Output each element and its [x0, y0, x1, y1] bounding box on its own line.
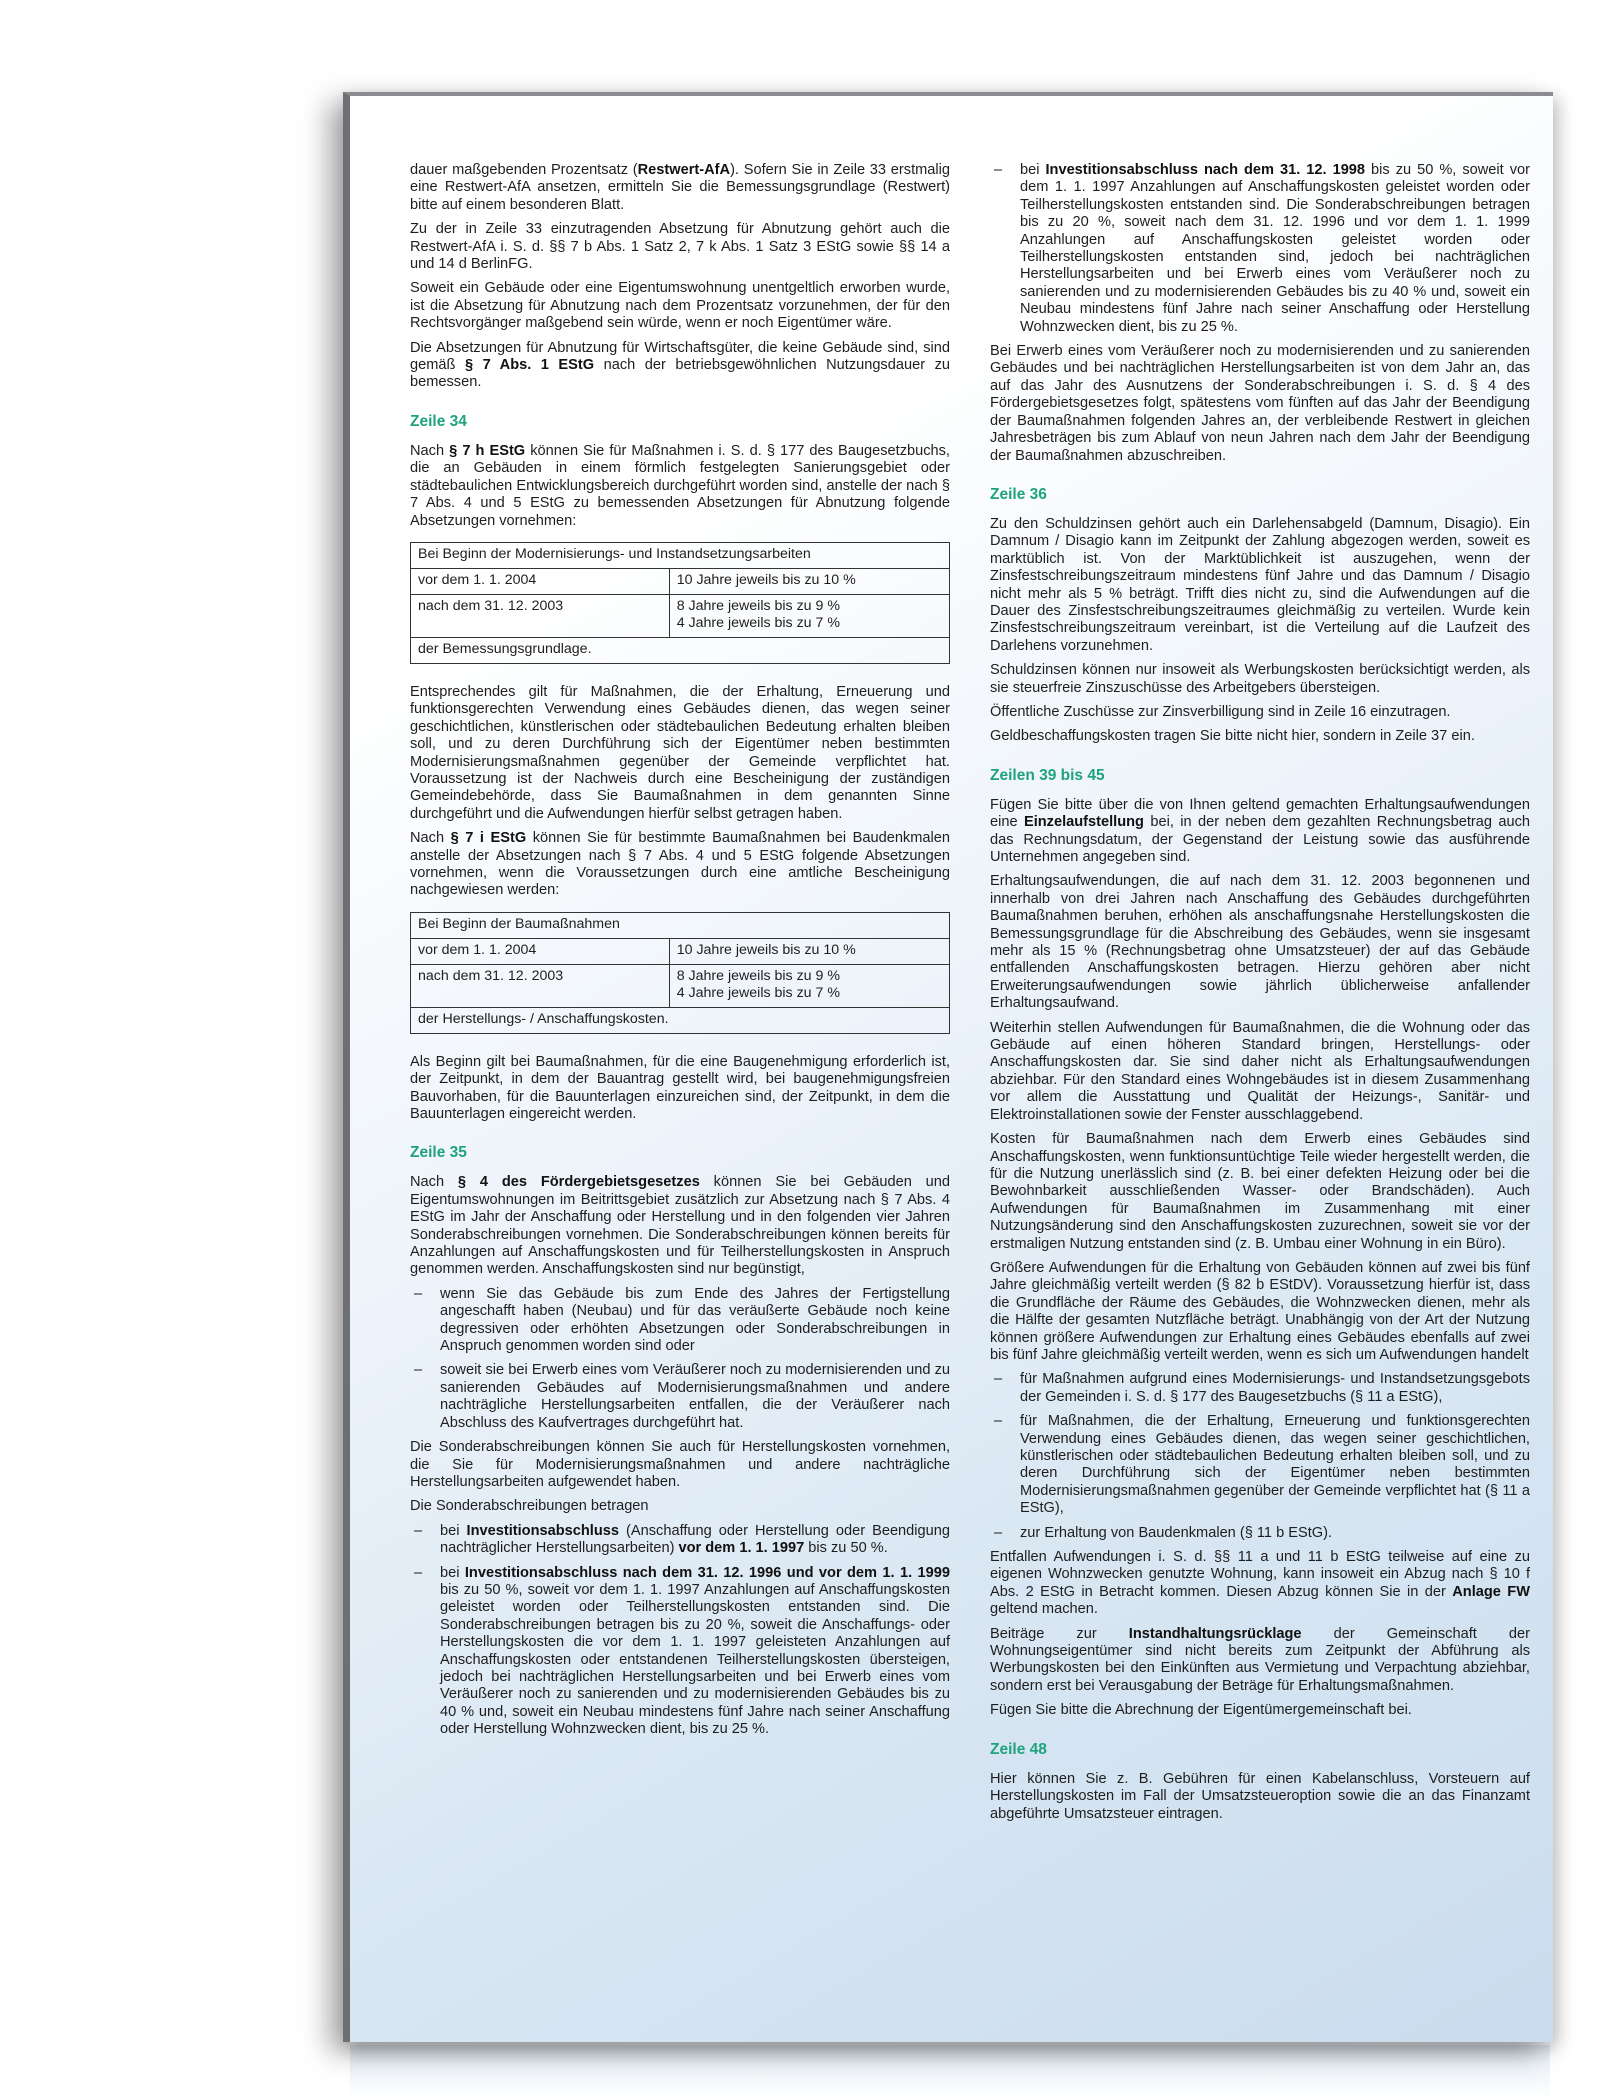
text-run: Fügen Sie bitte die Abrechnung der Eigentümergemeinschaft bei.: [990, 1702, 1412, 1719]
depreciation-table: [410, 912, 950, 1034]
table-header: Bei Beginn der Baumaßnahmen: [411, 912, 950, 938]
bold-text: vor dem 1. 1. 1997: [678, 1540, 805, 1557]
dash-bullet-icon: –: [994, 1524, 1003, 1541]
bold-text: Restwert-AfA: [637, 162, 731, 178]
text-run: können Sie für Maßnahmen i. S. d. § 177 des Baugesetzbuchs, die an Gebäuden in einem förmlich festgelegten Sanierungsgebiet oder städtebaulichen Entwicklungsbereich durchgeführt worden sind, anstelle der nach § 7 Abs. 4 und 5 EStG zu bemessenden Absetzungen für Abnutzung folgende Absetzungen vornehmen:: [410, 442, 950, 529]
paragraph: [410, 1054, 950, 1124]
text-run: Zu den Schuldzinsen gehört auch ein Darlehensabgeld (Damnum, Disagio). Ein Damnum / Disagio kann im Zeitpunkt der Zahlung abgezogen werden, soweit es marktüblich ist. Von der Marktüblichkeit ist auszugehen, wenn der Zinsfestschreibungszeitraum mindestens fünf Jahre und das Damnum / Disagio nicht mehr als 5 % beträgt. Trifft dies nicht zu, sind die Aufwendungen auf die Dauer des Zinsfestschreibungszeitraumes gleichmäßig zu verteilen. Wurde kein Zinsfestschreibungszeitraum vereinbart, ist die Verteilung auf die Laufzeit des Darlehens vorzunehmen.: [990, 515, 1530, 654]
text-run: Schuldzinsen können nur insoweit als Werbungskosten berücksichtigt werden, als sie steuerfreie Zinszuschüsse des Arbeitgebers übersteigen.: [990, 662, 1530, 696]
table-cell-rates: [669, 938, 949, 964]
dash-bullet-icon: –: [414, 1285, 423, 1302]
paragraph: [410, 280, 950, 332]
bold-text: Anlage FW: [1452, 1583, 1530, 1600]
paragraph: [990, 662, 1530, 697]
dash-bullet-icon: –: [414, 1522, 423, 1539]
text-run: Als Beginn gilt bei Baumaßnahmen, für die eine Baugenehmigung erforderlich ist, der Zeitpunkt, in dem der Bauantrag gestellt wird, bei baugenehmigungsfreien Bauvorhaben, für die Bauunterlagen einzureichen sind, der Zeitpunkt, in dem die Bauunterlagen eingereicht werden.: [410, 1053, 950, 1122]
text-run: Geldbeschaffungskosten tragen Sie bitte nicht hier, sondern in Zeile 37 ein.: [990, 728, 1475, 745]
table-header: Bei Beginn der Modernisierungs- und Instandsetzungsarbeiten: [411, 542, 950, 568]
depreciation-table: [410, 542, 950, 664]
rate-line: 10 Jahre jeweils bis zu 10 %: [676, 571, 856, 588]
text-run: (Anschaffung oder Herstellung oder Beendigung nachträglicher Herstellungsarbeiten): [440, 1522, 951, 1557]
paragraph: [410, 684, 950, 823]
text-run: für Maßnahmen aufgrund eines Modernisierungs- und Instandsetzungsgebots der Gemeinden i. S. d. § 177 des Baugesetzbuchs (§ 11 a EStG),: [1020, 1371, 1530, 1405]
list-item: [410, 1565, 950, 1739]
paragraph: [410, 443, 950, 530]
table-header-row: [411, 542, 950, 568]
dash-bullet-icon: –: [994, 1413, 1003, 1430]
right-column: [990, 162, 1530, 1830]
dash-list: [990, 1371, 1530, 1542]
table-cell-date: nach dem 31. 12. 2003: [411, 594, 670, 637]
dash-bullet-icon: –: [414, 1362, 423, 1379]
paragraph: [990, 704, 1530, 721]
document-page: [343, 92, 1553, 2042]
list-item: [990, 1525, 1530, 1542]
text-run: Nach: [410, 830, 451, 847]
text-run: können Sie bei Gebäuden und Eigentumswohnungen im Beitrittsgebiet zusätzlich zur Absetzung nach § 7 Abs. 4 EStG im Jahr der Anschaffung oder Herstellung und in den folgenden vier Jahren Sonderabschreibungen vornehmen. Die Sonderabschreibungen können bereits für Anzahlungen auf Anschaffungskosten und für Teilherstellungskosten in Anspruch genommen werden. Anschaffungskosten sind nur begünstigt,: [410, 1174, 951, 1278]
bold-text: § 7 i EStG: [450, 830, 527, 847]
dash-bullet-icon: –: [994, 162, 1003, 178]
section-heading: Zeile 34: [410, 412, 467, 430]
text-run: Kosten für Baumaßnahmen nach dem Erwerb eines Gebäudes sind Anschaffungskosten, wenn funktionsuntüchtige Teile wieder hergestellt werden, die für die Nutzung unerlässlich sind (z. B. bei einer defekten Heizung oder bei die Bewohnbarkeit ausschließenden Wasser- oder Brandschäden). Auch Aufwendungen für Baumaßnahmen im Zusammenhang mit einer Nutzungsänderung sind den Anschaffungskosten zuzurechnen, soweit sie vor der erstmaligen Nutzung entstanden sind (z. B. Umbau einer Wohnung in ein Büro).: [990, 1131, 1530, 1252]
paragraph: [410, 1174, 950, 1278]
paragraph: [990, 797, 1530, 867]
text-run: bis zu 50 %, soweit vor dem 1. 1. 1997 Anzahlungen auf Anschaffungskosten geleistet worden oder Teilherstellungskosten entstanden sind. Die Sonderabschreibungen betragen bis zu 20 %, soweit nach dem 31. 12. 1996 und vor dem 1. 1. 1999 Anzahlungen auf Anschaffungskosten geleistet worden oder Teilherstellungskosten entstanden sind, jedoch bei nachträglichen Herstellungsarbeiten und bei Erwerb eines vom Veräußerer noch zu sanierenden und zu modernisierenden Gebäudes bis zu 40 % und, soweit ein Neubau mindestens fünf Jahre nach seiner Anschaffung oder Herstellung Wohnzwecken dient, bis zu 25 %.: [1020, 162, 1530, 335]
text-run: Nach: [410, 442, 450, 459]
dash-list: [410, 1523, 950, 1739]
bold-text: Investitionsabschluss nach dem 31. 12. 1996 und vor dem 1. 1. 1999: [464, 1564, 951, 1581]
text-run: bei: [440, 1522, 467, 1539]
text-run: ). Sofern Sie in Zeile 33 erstmalig eine Restwert-AfA ansetzen, ermitteln Sie die Bemessungsgrundlage (Restwert) bitte auf einem besonderen Blatt.: [410, 162, 950, 213]
table-row: [411, 964, 950, 1007]
bold-text: Einzelaufstellung: [1023, 814, 1144, 831]
paragraph: [410, 1498, 950, 1515]
table-cell-rates: [669, 568, 949, 594]
paragraph: [410, 830, 950, 900]
text-run: Öffentliche Zuschüsse zur Zinsverbilligung sind in Zeile 16 einzutragen.: [990, 703, 1451, 720]
list-item: [410, 1362, 950, 1432]
table-cell-date: vor dem 1. 1. 2004: [411, 938, 670, 964]
section-heading: Zeile 35: [410, 1144, 467, 1162]
paragraph: [990, 1260, 1530, 1364]
page-reflection: [350, 2045, 1550, 2100]
paragraph: [410, 162, 950, 214]
text-run: Fügen Sie bitte über die von Ihnen geltend gemachten Erhaltungsaufwendungen eine: [990, 796, 1530, 831]
paragraph: [990, 1702, 1530, 1719]
rate-line: 8 Jahre jeweils bis zu 9 %: [676, 967, 840, 984]
table-cell-date: nach dem 31. 12. 2003: [411, 964, 670, 1007]
table-cell-rates: [669, 964, 949, 1007]
dash-bullet-icon: –: [994, 1371, 1003, 1388]
table-row: [411, 594, 950, 637]
text-run: Größere Aufwendungen für die Erhaltung von Gebäuden können auf zwei bis fünf Jahre gleichmäßig verteilt werden (§ 82 b EStDV). Voraussetzung hierfür ist, dass die Grundfläche der Räume des Gebäudes, die Wohnzwecken dienen, mehr als die Hälfte der gesamten Nutzfläche beträgt. Unabhängig von der Art der Nutzung können größere Aufwendungen zur Erhaltung eines Gebäudes ebenfalls auf zwei bis fünf Jahre gleichmäßig verteilt werden, wenn es sich um Aufwendungen handelt: [990, 1259, 1530, 1363]
text-run: Hier können Sie z. B. Gebühren für einen Kabelanschluss, Vorsteuern auf Herstellungskosten im Fall der Umsatzsteueroption sowie die an das Finanzamt abgeführte Umsatzsteuer eintragen.: [990, 1770, 1530, 1822]
text-run: Entfallen Aufwendungen i. S. d. §§ 11 a und 11 b EStG teilweise auf eine zu eigenen Wohnzwecken genutzte Wohnung, kann insoweit ein Abzug nach § 10 f Abs. 2 EStG in Betracht kommen. Diesen Abzug können Sie in der: [990, 1549, 1530, 1600]
rate-line: 4 Jahre jeweils bis zu 7 %: [676, 614, 840, 631]
paragraph: [410, 221, 950, 273]
dash-list: [990, 162, 1530, 336]
table-row: [411, 568, 950, 594]
text-run: können Sie für bestimmte Baumaßnahmen bei Baudenkmalen anstelle der Absetzungen nach § 7 Abs. 4 und 5 EStG folgende Absetzungen vornehmen, wenn die Voraussetzungen durch eine amtliche Bescheinigung nachgewiesen werden:: [410, 830, 950, 899]
paragraph: [990, 1771, 1530, 1823]
table-row: [411, 938, 950, 964]
bold-text: § 7 Abs. 1 EStG: [464, 357, 595, 374]
section-heading: Zeile 36: [990, 485, 1047, 503]
rate-line: 10 Jahre jeweils bis zu 10 %: [676, 941, 856, 958]
text-run: Die Sonderabschreibungen können Sie auch für Herstellungskosten vornehmen, die Sie für Modernisierungsmaßnahmen und andere nachträgliche Herstellungsarbeiten aufgewendet haben.: [410, 1439, 950, 1490]
bold-text: Investitionsabschluss nach dem 31. 12. 1998: [1045, 162, 1366, 178]
section-heading: Zeilen 39 bis 45: [990, 766, 1105, 784]
text-run: Zu der in Zeile 33 einzutragenden Absetzung für Abnutzung gehört auch die Restwert-AfA i. S. d. §§ 7 b Abs. 1 Satz 2, 7 k Abs. 1 Satz 3 EStG sowie §§ 14 a und 14 d BerlinFG.: [410, 221, 950, 273]
text-run: Erhaltungsaufwendungen, die auf nach dem 31. 12. 2003 begonnenen und innerhalb von drei Jahren nach Anschaffung des Gebäudes durchgeführten Baumaßnahmen beruhen, erhöhen als anschaffungsnahe Herstellungskosten die Bemessungsgrundlage für die Abschreibung des Gebäudes, wenn sie insgesamt mehr als 15 % (Rechnungsbetrag ohne Umsatzsteuer) der auf das Gebäude entfallenden Anschaffungskosten betragen. Hierzu gehören aber nicht Erweiterungsaufwendungen sowie jährlich üblicherweise anfallender Erhaltungsaufwand.: [990, 873, 1530, 1012]
text-run: zur Erhaltung von Baudenkmalen (§ 11 b EStG).: [1020, 1524, 1333, 1541]
section-heading: Zeile 48: [990, 1740, 1047, 1758]
bold-text: Investitionsabschluss: [466, 1522, 619, 1539]
text-run: Weiterhin stellen Aufwendungen für Baumaßnahmen, die die Wohnung oder das Gebäude auf einen höheren Standard bringen, Herstellungs- oder Anschaffungskosten dar. Sie sind daher nicht als Erhaltungsaufwendungen abziehbar. Für den Standard eines Wohngebäudes ist in diesem Zusammenhang vor allem die Ausstattung und Qualität der Heizungs-, Sanitär- und Elektroinstallationen sowie der Fenster ausschlaggebend.: [990, 1019, 1530, 1123]
bold-text: § 4 des Fördergebietsgesetzes: [457, 1174, 700, 1191]
text-run: der Gemeinschaft der Wohnungseigentümer sind nicht bereits zum Zeitpunkt der Abführung als Werbungskosten bei den Einkünften aus Vermietung und Verpachtung abziehbar, sondern erst bei Verausgabung der Beträge für Erhaltungsmaßnahmen.: [990, 1625, 1530, 1694]
rate-line: 4 Jahre jeweils bis zu 7 %: [676, 984, 840, 1001]
paragraph: [990, 1020, 1530, 1124]
text-run: bei: [440, 1564, 465, 1581]
text-run: wenn Sie das Gebäude bis zum Ende des Jahres der Fertigstellung angeschafft haben (Neubau) und für das veräußerte Gebäude noch keine degressiven oder erhöhten Absetzungen oder Sonderabschreibungen in Anspruch genommen worden sind oder: [440, 1285, 950, 1355]
text-run: Soweit ein Gebäude oder eine Eigentumswohnung unentgeltlich erworben wurde, ist die Absetzung für Abnutzung nach dem Prozentsatz vorzunehmen, der für den Rechtsvorgänger maßgebend sein würde, wenn er noch Eigentümer wäre.: [410, 280, 950, 332]
list-item: [990, 162, 1530, 336]
list-item: [410, 1286, 950, 1356]
text-run: bei, in der neben dem gezahlten Rechnungsbetrag auch das Rechnungsdatum, der Gegenstand der Leistung sowie das ausführende Unternehmen angegeben sind.: [990, 814, 1530, 865]
table-footer: der Bemessungsgrundlage.: [411, 637, 950, 663]
text-run: Nach: [410, 1174, 458, 1191]
left-column: [410, 162, 950, 1830]
table-footer-row: [411, 637, 950, 663]
table-header-row: [411, 912, 950, 938]
dash-list: [410, 1286, 950, 1432]
paragraph: [990, 728, 1530, 745]
text-run: dauer maßgebenden Prozentsatz (: [410, 162, 638, 178]
text-run: Die Sonderabschreibungen betragen: [410, 1498, 649, 1515]
dash-bullet-icon: –: [414, 1564, 423, 1581]
text-columns: [410, 162, 1530, 1830]
paragraph: [990, 1626, 1530, 1696]
paragraph: [990, 1549, 1530, 1619]
paragraph: [410, 340, 950, 392]
paragraph: [990, 343, 1530, 465]
list-item: [410, 1523, 950, 1558]
text-run: bis zu 50 %, soweit vor dem 1. 1. 1997 Anzahlungen auf Anschaffungskosten geleistet worden oder Teilherstellungskosten entstanden sind. Die Sonderabschreibungen betragen bis zu 20 %, soweit die Anschaffungs- oder Herstellungskosten die vor dem 1. 1. 1997 geleisteten Anzahlungen auf Anschaffungskosten oder entstandenen Teilherstellungskosten übersteigen, jedoch bei nachträglichen Herstellungsarbeiten und bei Erwerb eines vom Veräußerer noch zu sanierenden und zu modernisierenden Gebäudes bis zu 40 % und, soweit ein Neubau mindestens fünf Jahre nach seiner Anschaffung oder Herstellung Wohnzwecken dient, bis zu 25 %.: [440, 1581, 950, 1738]
text-run: Entsprechendes gilt für Maßnahmen, die der Erhaltung, Erneuerung und funktionsgerechten Verwendung eines Gebäudes dienen, das wegen seiner geschichtlichen, künstlerischen oder städtebaulichen Bedeutung erhalten bleiben soll, und zu deren Durchführung sich der Eigentümer neben bestimmten Modernisierungsmaßnahmen gegenüber der Gemeinde verpflichtet hat. Voraussetzung ist der Nachweis durch eine Bescheinigung der zuständigen Gemeindebehörde, dass Sie Baumaßnahmen in dem genannten Sinne durchgeführt und die Aufwendungen hierfür selbst getragen haben.: [410, 683, 950, 822]
table-cell-date: vor dem 1. 1. 2004: [411, 568, 670, 594]
text-run: geltend machen.: [990, 1601, 1098, 1618]
text-run: bei: [1020, 162, 1046, 178]
text-run: bis zu 50 %.: [804, 1540, 888, 1557]
text-run: Die Absetzungen für Abnutzung für Wirtschaftsgüter, die keine Gebäude sind, sind gemäß: [410, 339, 950, 374]
table-cell-rates: [669, 594, 949, 637]
bold-text: § 7 h EStG: [449, 442, 526, 459]
paragraph: [990, 873, 1530, 1012]
table-footer-row: [411, 1007, 950, 1033]
paragraph: [990, 516, 1530, 655]
text-run: nach der betriebsgewöhnlichen Nutzungsdauer zu bemessen.: [410, 357, 950, 391]
text-run: Bei Erwerb eines vom Veräußerer noch zu modernisierenden und zu sanierenden Gebäudes und bei nachträglichen Herstellungsarbeiten ist von dem Jahr an, das auf das Jahr des Ausnutzens der Sonderabschreibungen i. S. d. § 4 des Fördergebietsgesetzes folgt, spätestens vom fünften auf das Jahr der Beendigung der Baumaßnahmen folgenden Jahres an, der verbleibende Restwert in gleichen Jahresbeträgen bis zum Ablauf von neun Jahren nach dem Jahr der Beendigung der Baumaßnahmen abzuschreiben.: [990, 343, 1530, 464]
paragraph: [990, 1131, 1530, 1253]
text-run: Beiträge zur: [990, 1625, 1129, 1642]
bold-text: Instandhaltungsrücklage: [1128, 1625, 1302, 1642]
text-run: soweit sie bei Erwerb eines vom Veräußerer noch zu modernisierenden und zu sanierenden Gebäudes auf Modernisierungsmaßnahmen und andere nachträgliche Herstellungsarbeiten entfallen, die der Veräußerer nach Abschluss des Kaufvertrages durchgeführt hat.: [440, 1362, 950, 1431]
list-item: [990, 1413, 1530, 1517]
table-footer: der Herstellungs- / Anschaffungskosten.: [411, 1007, 950, 1033]
list-item: [990, 1371, 1530, 1406]
paragraph: [410, 1439, 950, 1491]
rate-line: 8 Jahre jeweils bis zu 9 %: [676, 597, 840, 614]
text-run: für Maßnahmen, die der Erhaltung, Erneuerung und funktionsgerechten Verwendung eines Gebäudes dienen, das wegen seiner geschichtlichen, künstlerischen oder städtebaulichen Bedeutung erhalten bleiben soll, und zu deren Durchführung sich der Eigentümer neben bestimmten Modernisierungsmaßnahmen gegenüber der Gemeinde verpflichtet hat (§ 11 a EStG),: [1020, 1413, 1530, 1517]
